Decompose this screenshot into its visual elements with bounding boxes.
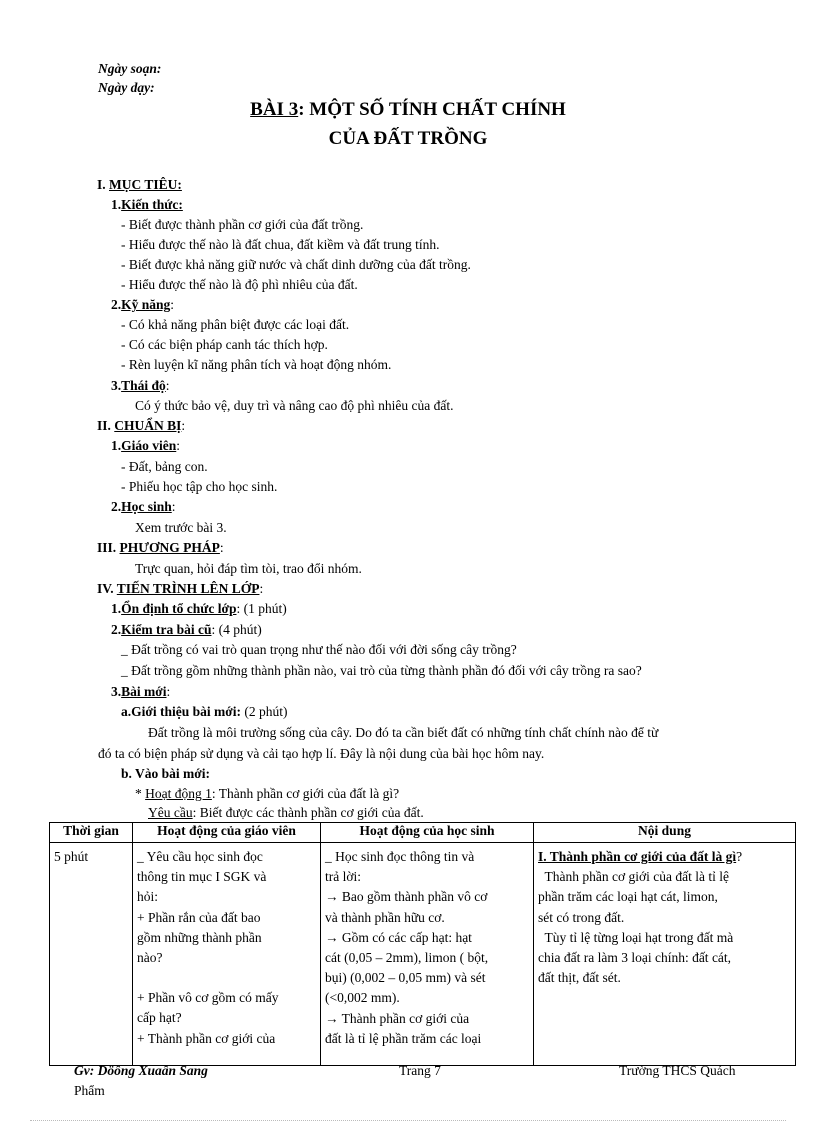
footer-school: Trường THCS Quách [619,1063,736,1078]
teacher-line: nào? [137,950,163,966]
stabilize-num: 1. [111,601,122,616]
activity-text: : Thành phần cơ giới của đất là gì? [211,786,400,801]
attitude-heading [111,378,170,394]
teacher-line: thông tin mục I SGK và [137,869,267,885]
skills-item: - Có khả năng phân biệt được các loại đất. [121,317,350,332]
intro-line: Đất trồng là môi trường sống của cây. Do đó ta cần biết đất có những tính chất chính nào để từ [148,725,659,740]
content-line: Thành phần cơ giới của đất là tỉ lệ [538,869,729,885]
stabilize-heading [111,601,287,617]
teacher-prep-heading [111,438,180,454]
content-heading-q: ? [736,849,743,864]
skills-title: Kỹ năng [121,297,171,312]
newlesson-heading [111,684,170,700]
activity-label: Hoạt động 1 [145,786,212,801]
check-time: : (4 phút) [211,622,262,637]
student-line: (<0,002 mm). [325,990,400,1006]
teacher-line: + Phần vô cơ gồm có mấy [137,990,279,1006]
page-title [0,99,816,121]
newlesson-num: 3. [111,684,122,699]
teacher-line: cấp hạt? [137,1010,182,1026]
skills-colon: : [170,297,175,312]
title-line2: CỦA ĐẤT TRỒNG [328,128,488,149]
attitude-title: Thái độ [121,378,166,393]
table-row [50,843,796,1066]
section3-title: PHƯƠNG PHÁP [119,540,220,555]
activity-star: * [135,786,146,801]
section2-colon: : [181,418,186,433]
title-line1: : MỘT SỐ TÍNH CHẤT CHÍNH [298,99,566,120]
check-title: Kiểm tra bài cũ [121,622,212,637]
content-line: đất thịt, đất sét. [538,970,621,986]
student-prep-text: Xem trước bài 3. [135,520,227,535]
teacher-prep-item: - Đất, bảng con. [121,459,208,474]
section4-colon: : [259,581,264,596]
date-taught: Ngày dạy: [98,80,155,95]
stabilize-title: Ổn định tổ chức lớp [121,601,237,616]
header-content: Nội dung [534,823,796,843]
header-teacher-activity: Hoạt động của giáo viên [133,823,321,843]
header-student-activity: Hoạt động của học sinh [321,823,534,843]
stabilize-time: : (1 phút) [236,601,287,616]
skills-num: 2. [111,297,122,312]
section1-title: MỤC TIÊU: [109,177,182,192]
student-prep-colon: : [171,499,176,514]
time-cell [50,843,133,1066]
teacher-activity-cell [133,843,321,1066]
page-edge-divider [30,1120,786,1121]
student-line: → Thành phần cơ giới của [325,1010,470,1026]
knowledge-num: 1. [111,197,122,212]
section2-roman: II. [97,418,115,433]
knowledge-item: - Biết được thành phần cơ giới của đất trồng. [121,217,364,232]
attitude-text: Có ý thức bảo vệ, duy trì và nâng cao độ phì nhiêu của đất. [135,398,454,413]
check-question: _ Đất trồng gồm những thành phần nào, vai trò của từng thành phần đó đối với cây trồng ra sao? [121,663,642,678]
student-line: bụi) (0,002 – 0,05 mm) và sét [325,970,486,986]
section3-colon: : [219,540,224,555]
attitude-colon: : [165,378,170,393]
section1-roman: I. [97,177,110,192]
intro-label: a.Giới thiệu bài mới: [121,704,241,719]
section2-title: CHUẨN BỊ [114,418,182,433]
teacher-prep-colon: : [176,438,181,453]
section3-roman: III. [97,540,120,555]
student-line: đất là tỉ lệ phần trăm các loại [325,1030,482,1046]
check-heading [111,622,262,638]
teacher-line: + Thành phần cơ giới của [137,1030,276,1046]
check-question: _ Đất trồng có vai trò quan trọng như thế nào đối với đời sống cây trồng? [121,642,517,657]
intro-line: đó ta có biện pháp sử dụng và cải tạo hợp lí. Đây là nội dung của bài học hôm nay. [98,746,545,761]
teacher-line: _ Yêu cầu học sinh đọc [137,849,263,864]
requirement [148,805,424,821]
section1-heading [97,177,182,193]
teacher-line: + Phần rắn của đất bao [137,909,261,925]
student-line: → Bao gồm thành phần vô cơ [325,889,488,905]
knowledge-item: - Hiểu được thế nào là độ phì nhiêu của đất. [121,277,358,292]
student-prep-title: Học sinh [121,499,172,514]
skills-heading [111,297,174,313]
content-line: chia đất ra làm 3 loại chính: đất cát, [538,950,732,966]
content-line: sét có trong đất. [538,909,625,925]
student-line: cát (0,05 – 2mm), limon ( bột, [325,950,489,966]
content-cell [534,843,796,1066]
lesson-plan-table [49,822,796,1066]
section3-text: Trực quan, hỏi đáp tìm tòi, trao đổi nhóm. [135,561,362,576]
section2-heading [97,418,185,434]
student-line: _ Học sinh đọc thông tin và [325,849,475,864]
lesson-number: BÀI 3 [250,99,299,120]
requirement-label: Yêu cầu [148,805,193,820]
knowledge-heading [111,197,183,213]
content-heading-text: I. Thành phần cơ giới của đất là gì [538,849,737,864]
knowledge-item: - Biết được khả năng giữ nước và chất dinh dưỡng của đất trồng. [121,257,471,272]
teacher-line: gồm những thành phần [137,929,262,945]
teacher-prep-num: 1. [111,438,122,453]
check-num: 2. [111,622,122,637]
knowledge-title: Kiến thức: [121,197,183,212]
content-line: phần trăm các loại hạt cát, limon, [538,889,718,905]
footer-page: Trang 7 [399,1063,441,1078]
requirement-text: : Biết được các thành phần cơ giới của đất. [192,805,424,820]
intro-heading [121,704,287,720]
table-header-row [50,823,796,843]
teacher-prep-item: - Phiếu học tập cho học sinh. [121,479,278,494]
knowledge-item: - Hiểu được thế nào là đất chua, đất kiềm và đất trung tính. [121,237,440,252]
footer-school-cont: Phẩm [74,1083,105,1098]
student-line: và thành phần hữu cơ. [325,909,445,925]
newlesson-colon: : [166,684,171,699]
skills-item: - Rèn luyện kĩ năng phân tích và hoạt động nhóm. [121,357,392,372]
activity-heading [135,786,399,802]
student-activity-cell [321,843,534,1066]
student-prep-num: 2. [111,499,122,514]
section4-roman: IV. [97,581,117,596]
attitude-num: 3. [111,378,122,393]
student-line: trả lời: [325,869,362,885]
content-heading [538,847,791,867]
section4-title: TIẾN TRÌNH LÊN LỚP [116,581,260,596]
student-line: → Gồm có các cấp hạt: hạt [325,929,472,945]
time-value: 5 phút [54,849,89,864]
teacher-line: hỏi: [137,889,159,905]
teacher-line [137,968,316,988]
section4-heading [97,581,263,597]
intro-time: (2 phút) [240,704,288,719]
newlesson-title: Bài mới [121,684,167,699]
skills-item: - Có các biện pháp canh tác thích hợp. [121,337,328,352]
teacher-prep-title: Giáo viên [121,438,177,453]
student-prep-heading [111,499,176,515]
date-prepared: Ngày soạn: [98,61,162,76]
footer-teacher: Gv: Döông Xuaân Sang [74,1063,208,1078]
enter-lesson-heading: b. Vào bài mới: [121,766,210,781]
section3-heading [97,540,224,556]
header-time: Thời gian [50,823,133,843]
content-line: Tùy tỉ lệ từng loại hạt trong đất mà [538,929,734,945]
